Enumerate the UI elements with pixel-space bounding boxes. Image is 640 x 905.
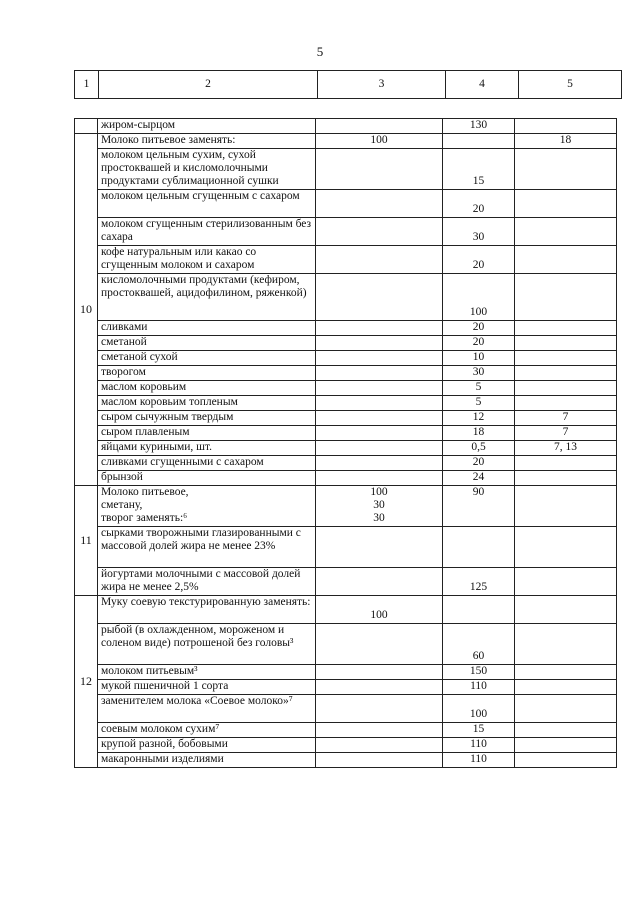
table-row: [75, 738, 617, 753]
product-name: молоком питьевым³: [98, 665, 316, 680]
table-row: [75, 426, 617, 441]
product-name: маслом коровьим топленым: [98, 396, 316, 411]
base-quantity: [316, 190, 443, 218]
base-quantity: [316, 665, 443, 680]
note-reference: [515, 246, 617, 274]
product-name: творогом: [98, 366, 316, 381]
base-quantity: [316, 527, 443, 568]
base-quantity: 100: [316, 134, 443, 149]
header-col-2: 2: [99, 71, 318, 99]
base-quantity: [316, 753, 443, 768]
product-name: жиром-сырцом: [98, 119, 316, 134]
substitute-quantity: [443, 134, 515, 149]
substitute-quantity: 90: [443, 486, 515, 527]
table-row: [75, 527, 617, 568]
table-header: [74, 70, 622, 99]
product-name: молоком цельным сухим, сухой простоквашей и кисломолочными продуктами сублимационной сушки: [98, 149, 316, 190]
table-row: [75, 568, 617, 596]
table-row: [75, 680, 617, 695]
note-reference: [515, 381, 617, 396]
base-quantity: [316, 149, 443, 190]
base-quantity: [316, 471, 443, 486]
table-row: [75, 441, 617, 456]
base-quantity: [316, 411, 443, 426]
substitute-quantity: 24: [443, 471, 515, 486]
substitute-quantity: 110: [443, 738, 515, 753]
header-col-5: 5: [519, 71, 622, 99]
table-row: [75, 134, 617, 149]
substitute-quantity: 150: [443, 665, 515, 680]
product-name: [98, 486, 316, 527]
base-quantity: [316, 441, 443, 456]
table-row: [75, 321, 617, 336]
product-name: крупой разной, бобовыми: [98, 738, 316, 753]
base-quantity: [316, 486, 443, 527]
base-quantity: [316, 119, 443, 134]
product-name: йогуртами молочными с массовой долей жира не менее 2,5%: [98, 568, 316, 596]
table-row: [75, 695, 617, 723]
product-name: рыбой (в охлажденном, мороженом и соленом виде) потрошеной без головы³: [98, 624, 316, 665]
substitute-quantity: 130: [443, 119, 515, 134]
substitute-quantity: [443, 527, 515, 568]
table-row: [75, 723, 617, 738]
substitute-quantity: 20: [443, 321, 515, 336]
table-row: [75, 366, 617, 381]
base-quantity-line: 30: [373, 512, 385, 524]
note-reference: [515, 218, 617, 246]
base-quantity: [316, 624, 443, 665]
product-name: сыром сычужным твердым: [98, 411, 316, 426]
product-name: кисломолочными продуктами (кефиром, простоквашей, ацидофилином, ряженкой): [98, 274, 316, 321]
product-name: сливками сгущенными с сахаром: [98, 456, 316, 471]
header-row: [75, 71, 622, 99]
product-name-line: творог заменять:⁶: [101, 512, 188, 524]
group-number: 12: [75, 596, 98, 768]
note-reference: [515, 336, 617, 351]
product-name: молоком цельным сгущенным с сахаром: [98, 190, 316, 218]
base-quantity: [316, 218, 443, 246]
substitute-quantity: [443, 596, 515, 624]
product-name: Молоко питьевое заменять:: [98, 134, 316, 149]
note-reference: [515, 396, 617, 411]
table-row: [75, 456, 617, 471]
substitute-quantity: 110: [443, 680, 515, 695]
table-row: [75, 471, 617, 486]
substitute-quantity: 60: [443, 624, 515, 665]
product-name: мукой пшеничной 1 сорта: [98, 680, 316, 695]
product-name: заменителем молока «Соевое молоко»⁷: [98, 695, 316, 723]
substitute-quantity: 10: [443, 351, 515, 366]
note-reference: [515, 680, 617, 695]
table-row: [75, 190, 617, 218]
substitute-quantity: 110: [443, 753, 515, 768]
note-reference: [515, 351, 617, 366]
substitute-quantity: 30: [443, 218, 515, 246]
table-row: [75, 381, 617, 396]
note-reference: [515, 149, 617, 190]
base-quantity: [316, 723, 443, 738]
product-name: яйцами куриными, шт.: [98, 441, 316, 456]
note-reference: [515, 624, 617, 665]
base-quantity: [316, 568, 443, 596]
note-reference: [515, 695, 617, 723]
group-number: 11: [75, 486, 98, 596]
base-quantity: [316, 246, 443, 274]
substitute-quantity: 15: [443, 723, 515, 738]
group-number: 10: [75, 134, 98, 486]
note-reference: [515, 723, 617, 738]
note-reference: [515, 119, 617, 134]
base-quantity: [316, 456, 443, 471]
header-col-4: 4: [446, 71, 519, 99]
substitute-quantity: 30: [443, 366, 515, 381]
note-reference: [515, 738, 617, 753]
note-reference: [515, 527, 617, 568]
note-reference: [515, 366, 617, 381]
product-name: маслом коровьим: [98, 381, 316, 396]
page-number: 5: [316, 44, 324, 59]
table-row: [75, 351, 617, 366]
base-quantity: [316, 396, 443, 411]
substitution-table: [74, 118, 617, 768]
base-quantity: [316, 336, 443, 351]
product-name: сырками творожными глазированными с массовой долей жира не менее 23%: [98, 527, 316, 568]
product-name: Муку соевую текстурированную заменять:: [98, 596, 316, 624]
base-quantity: [316, 695, 443, 723]
substitute-quantity: 100: [443, 695, 515, 723]
table-row: [75, 119, 617, 134]
substitute-quantity: 20: [443, 336, 515, 351]
note-reference: 7: [515, 411, 617, 426]
substitute-quantity: 18: [443, 426, 515, 441]
substitute-quantity: 5: [443, 396, 515, 411]
base-quantity-line: 30: [373, 499, 385, 511]
note-reference: 7, 13: [515, 441, 617, 456]
substitute-quantity: 20: [443, 190, 515, 218]
table-row: [75, 336, 617, 351]
note-reference: [515, 596, 617, 624]
base-quantity: [316, 381, 443, 396]
note-reference: [515, 665, 617, 680]
note-reference: [515, 486, 617, 527]
substitute-quantity: 12: [443, 411, 515, 426]
product-name: макаронными изделиями: [98, 753, 316, 768]
table-row: [75, 396, 617, 411]
table-row: [75, 596, 617, 624]
base-quantity: 100: [316, 596, 443, 624]
note-reference: [515, 190, 617, 218]
table-row: [75, 486, 617, 527]
table-row: [75, 665, 617, 680]
table-row: [75, 411, 617, 426]
substitute-quantity: 20: [443, 456, 515, 471]
product-name: брынзой: [98, 471, 316, 486]
base-quantity: [316, 351, 443, 366]
header-col-3: 3: [318, 71, 446, 99]
base-quantity-line: 100: [370, 486, 388, 498]
substitute-quantity: 20: [443, 246, 515, 274]
product-name-line: сметану,: [101, 499, 143, 511]
note-reference: [515, 568, 617, 596]
product-name: кофе натуральным или какао со сгущенным молоком и сахаром: [98, 246, 316, 274]
base-quantity: [316, 274, 443, 321]
table-row: [75, 149, 617, 190]
note-reference: 18: [515, 134, 617, 149]
product-name: сыром плавленым: [98, 426, 316, 441]
note-reference: [515, 456, 617, 471]
group-cell: [75, 119, 98, 134]
product-name: соевым молоком сухим⁷: [98, 723, 316, 738]
table-row: [75, 624, 617, 665]
product-name-line: Молоко питьевое,: [101, 486, 189, 498]
base-quantity: [316, 321, 443, 336]
substitute-quantity: 125: [443, 568, 515, 596]
substitute-quantity: 15: [443, 149, 515, 190]
note-reference: [515, 321, 617, 336]
product-name: молоком сгущенным стерилизованным без сахара: [98, 218, 316, 246]
table-row: [75, 218, 617, 246]
table-row: [75, 753, 617, 768]
table-row: [75, 274, 617, 321]
base-quantity: [316, 680, 443, 695]
header-col-1: 1: [75, 71, 99, 99]
product-name: сметаной: [98, 336, 316, 351]
substitute-quantity: 100: [443, 274, 515, 321]
base-quantity: [316, 366, 443, 381]
note-reference: [515, 274, 617, 321]
note-reference: [515, 753, 617, 768]
base-quantity: [316, 426, 443, 441]
note-reference: [515, 471, 617, 486]
base-quantity: [316, 738, 443, 753]
substitute-quantity: 0,5: [443, 441, 515, 456]
product-name: сливками: [98, 321, 316, 336]
product-name: сметаной сухой: [98, 351, 316, 366]
table-row: [75, 246, 617, 274]
note-reference: 7: [515, 426, 617, 441]
substitute-quantity: 5: [443, 381, 515, 396]
